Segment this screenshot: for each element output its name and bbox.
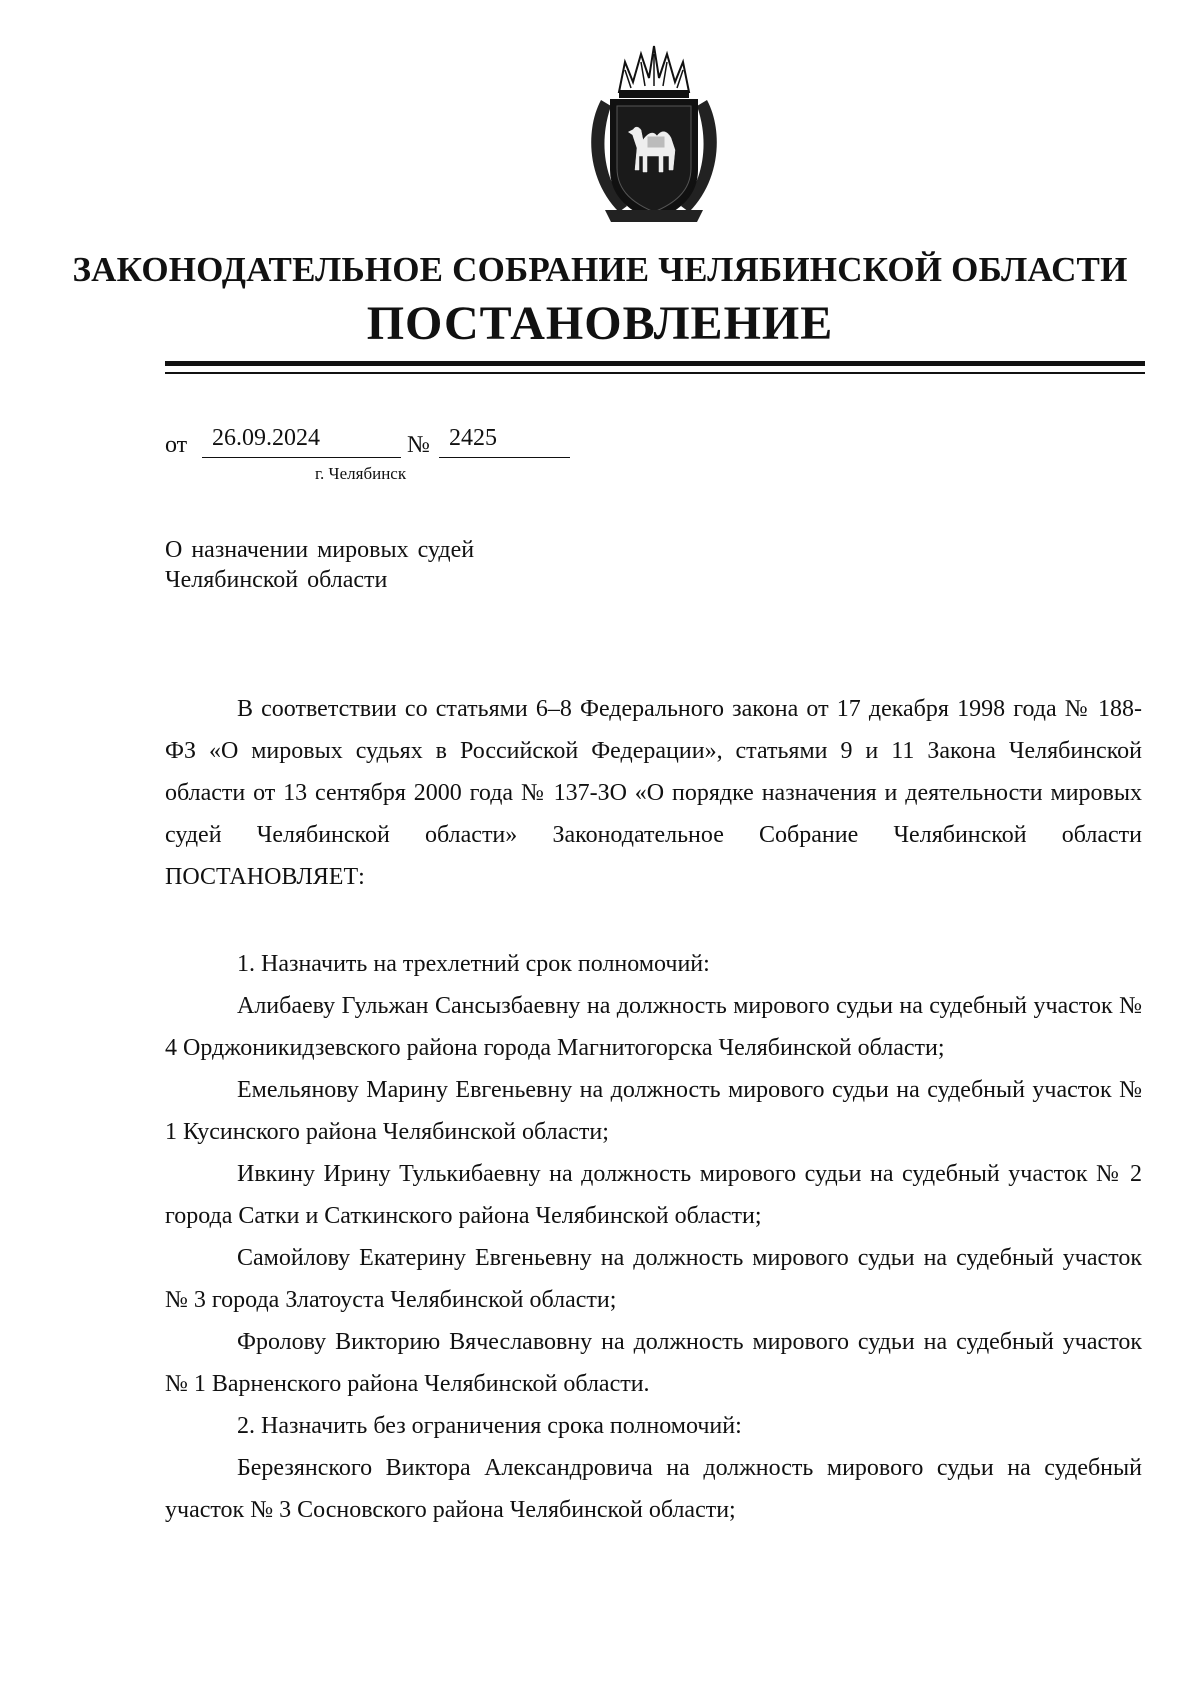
- intro-paragraph: В соответствии со статьями 6–8 Федерального закона от 17 декабря 1998 года № 188-ФЗ «О мировых судьях в Российской Федерации», статьями 9 и 11 Закона Челябинской области от 13 сентября 2000 года № 137-ЗО «О порядке назначения и деятельности мировых судей Челябинской области» Законодательное Собрание Челябинской области ПОСТАНОВЛЯЕТ:: [165, 696, 1142, 890]
- subject-line-2: Челябинской области: [165, 567, 388, 593]
- document-type-title: ПОСТАНОВЛЕНИЕ: [366, 297, 834, 350]
- organization-title: ЗАКОНОДАТЕЛЬНОЕ СОБРАНИЕ ЧЕЛЯБИНСКОЙ ОБЛАСТИ: [72, 250, 1128, 289]
- item-2-heading: 2. Назначить без ограничения срока полномочий:: [237, 1413, 742, 1439]
- appointment-entry: Ивкину Ирину Тулькибаевну на должность мирового судьи на судебный участок № 2 города Сатки и Саткинского района Челябинской области;: [165, 1161, 1142, 1229]
- document-number: 2425: [439, 425, 570, 458]
- header-rule-thin: [165, 372, 1145, 374]
- issue-city: г. Челябинск: [315, 464, 407, 483]
- number-label: №: [407, 432, 430, 458]
- document-date: 26.09.2024: [202, 425, 401, 458]
- appointment-entry: Алибаеву Гульжан Сансызбаевну на должность мирового судьи на судебный участок № 4 Орджоникидзевского района города Магнитогорска Челябинской области;: [165, 993, 1142, 1061]
- document-subject: [165, 535, 474, 595]
- coat-of-arms-emblem: [579, 40, 729, 230]
- appointment-entry: Березянского Виктора Александровича на должность мирового судьи на судебный участок № 3 Сосновского района Челябинской области;: [165, 1455, 1142, 1523]
- paragraph-gap: [165, 898, 1142, 943]
- date-label: от: [165, 432, 188, 458]
- item-1-heading: 1. Назначить на трехлетний срок полномочий:: [237, 951, 710, 977]
- appointment-entry: Самойлову Екатерину Евгеньевну на должность мирового судьи на судебный участок № 3 города Златоуста Челябинской области;: [165, 1245, 1142, 1313]
- document-body: [165, 688, 1142, 1531]
- appointment-entry: Емельянову Марину Евгеньевну на должность мирового судьи на судебный участок № 1 Кусинского района Челябинской области;: [165, 1077, 1142, 1145]
- appointment-entry: Фролову Викторию Вячеславовну на должность мирового судьи на судебный участок № 1 Варненского района Челябинской области.: [165, 1329, 1142, 1397]
- subject-line-1: О назначении мировых судей: [165, 537, 475, 563]
- header-rule-thick: [165, 361, 1145, 366]
